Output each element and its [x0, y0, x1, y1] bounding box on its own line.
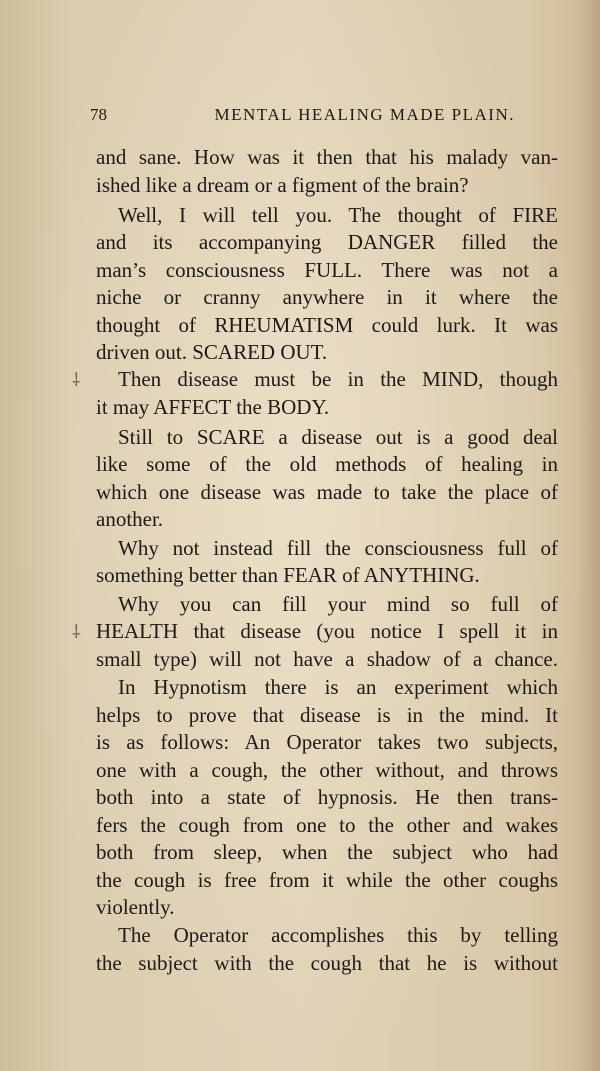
- text-line: it may AFFECT the BODY.: [96, 395, 330, 419]
- text-line: the subject with the cough that he is without: [96, 951, 558, 975]
- text-line: thought of RHEUMATISM could lurk. It was: [96, 313, 558, 337]
- text-line: one with a cough, the other without, and throws: [96, 758, 558, 782]
- text-line: both from sleep, when the subject who had: [96, 840, 558, 864]
- text-line: small type) will not have a shadow of a chance.: [96, 647, 558, 671]
- text-line: fers the cough from one to the other and wakes: [96, 813, 558, 837]
- text-line: helps to prove that disease is in the mind. It: [96, 703, 558, 727]
- text-line: another.: [96, 507, 164, 531]
- text-line: the cough is free from it while the other coughs: [96, 868, 558, 892]
- text-line: In Hypnotism there is an experiment which: [118, 675, 558, 699]
- text-line: both into a state of hypnosis. He then trans-: [96, 785, 558, 809]
- text-line: is as follows: An Operator takes two subjects,: [96, 730, 558, 754]
- margin-pencil-mark: ⸸: [72, 370, 81, 390]
- running-title: MENTAL HEALING MADE PLAIN.: [214, 105, 515, 124]
- text-line: something better than FEAR of ANYTHING.: [96, 563, 480, 587]
- text-line: Then disease must be in the MIND, though: [118, 367, 558, 391]
- text-line: like some of the old methods of healing in: [96, 452, 558, 476]
- text-line: and its accompanying DANGER filled the: [96, 230, 558, 254]
- margin-pencil-mark: ⸸: [72, 622, 81, 642]
- text-line: The Operator accomplishes this by telling: [118, 923, 558, 947]
- text-line: and sane. How was it then that his malady van-: [96, 145, 558, 169]
- text-line: Why you can fill your mind so full of: [118, 592, 558, 616]
- text-line: man’s consciousness FULL. There was not a: [96, 258, 558, 282]
- text-line: Still to SCARE a disease out is a good deal: [118, 425, 558, 449]
- text-line: Well, I will tell you. The thought of FIRE: [118, 203, 558, 227]
- page-edge-shadow: [576, 0, 600, 1071]
- text-line: driven out. SCARED OUT.: [96, 340, 328, 364]
- text-line: violently.: [96, 895, 175, 919]
- text-line: Why not instead fill the consciousness full of: [118, 536, 558, 560]
- page-number: 78: [90, 105, 107, 124]
- text-line: which one disease was made to take the place of: [96, 480, 558, 504]
- text-line: HEALTH that disease (you notice I spell it in: [96, 619, 558, 643]
- text-line: niche or cranny anywhere in it where the: [96, 285, 558, 309]
- page-header: [90, 103, 515, 127]
- text-line: ished like a dream or a figment of the brain?: [96, 173, 469, 197]
